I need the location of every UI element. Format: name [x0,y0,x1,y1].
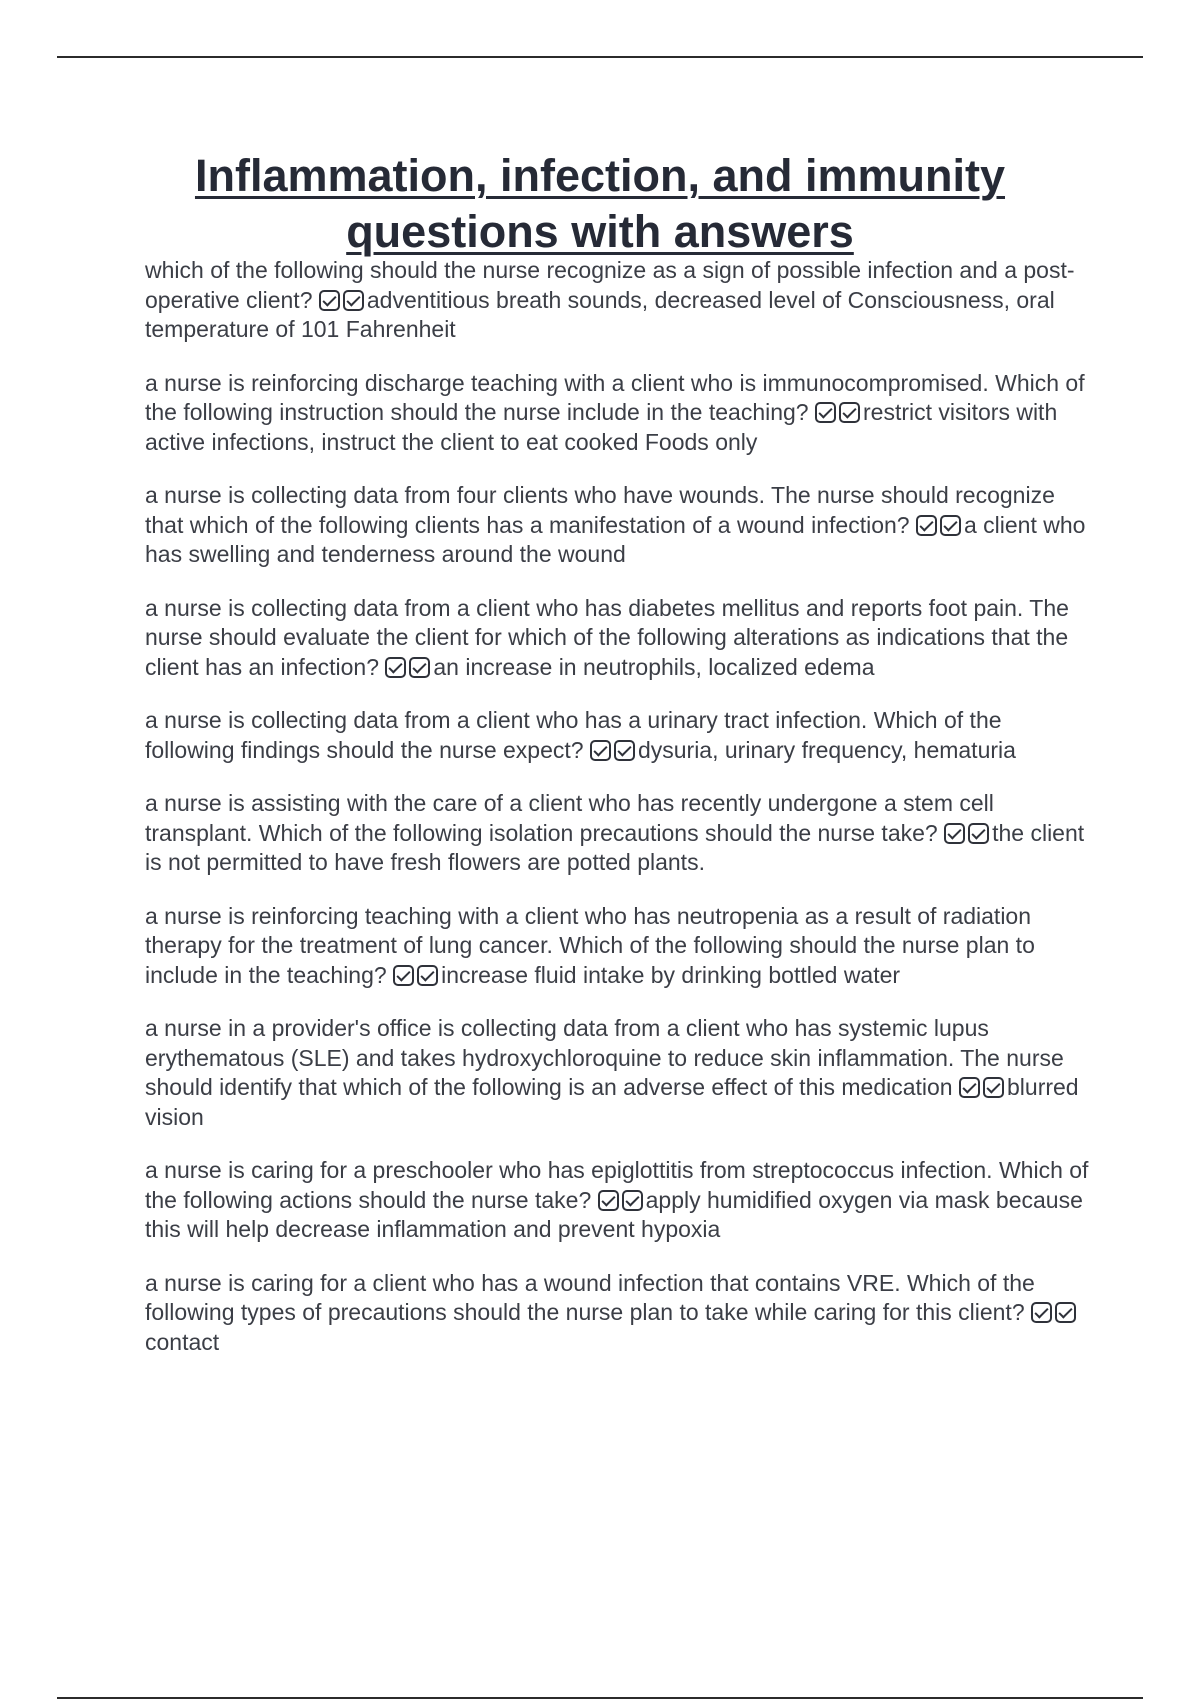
question-text: a nurse is caring for a preschooler who has epiglottitis from streptococcus infection. Which of the following actions should the nurse take? [145,1157,1089,1213]
qa-item [145,706,1095,765]
qa-item [145,902,1095,991]
document-title: Inflammation, infection, and immunity questions with answers [194,150,1006,257]
checkbox-checked-icon [944,823,965,844]
checkbox-checked-icon [916,515,937,536]
checkbox-checked-icon [393,965,414,986]
qa-item [145,594,1095,683]
qa-item [145,1014,1095,1132]
question-text: a nurse is collecting data from four clients who have wounds. The nurse should recognize that which of the following clients has a manifestation of a wound infection? [145,482,1055,538]
checkbox-checked-icon [598,1190,619,1211]
checkbox-checked-icon [1031,1302,1052,1323]
checkbox-checked-icon [614,740,635,761]
qa-item [145,1269,1095,1358]
checkbox-checked-icon [622,1190,643,1211]
question-text: a nurse is caring for a client who has a wound infection that contains VRE. Which of the following types of precautions should the nurse plan to take while caring for this client? [145,1269,1035,1325]
answer-text: blurred vision [145,1074,1079,1130]
qa-item [145,481,1095,570]
footer-rule [57,1697,1143,1699]
answer-text: apply humidified oxygen via mask because this will help decrease inflammation and prevent hypoxia [145,1186,1083,1242]
answer-text: a client who has swelling and tenderness around the wound [145,511,1086,567]
answer-text: contact [145,1328,220,1355]
checkbox-checked-icon [815,402,836,423]
checkbox-checked-icon [319,290,340,311]
qa-item [145,789,1095,878]
checkbox-checked-icon [983,1077,1004,1098]
question-text: a nurse is reinforcing discharge teaching with a client who is immunocompromised. Which of the following instruction should the nurse include in the teaching? [145,369,1085,425]
answer-text: the client is not permitted to have fresh flowers are potted plants. [145,819,1085,875]
question-text: a nurse in a provider's office is collecting data from a client who has systemic lupus erythematous (SLE) and takes hydroxychloroquine to reduce skin inflammation. The nurse should identify that which of the following is an adverse effect of this medication [145,1015,1064,1100]
qa-list [145,256,1095,1381]
question-text: which of the following should the nurse recognize as a sign of possible infection and a post-operative client? [145,257,1075,313]
checkbox-checked-icon [940,515,961,536]
question-text: a nurse is collecting data from a client who has a urinary tract infection. Which of the following findings should the nurse expect? [145,707,1002,763]
qa-item [145,256,1095,345]
question-text: a nurse is assisting with the care of a client who has recently undergone a stem cell transplant. Which of the following isolation precautions should the nurse take? [145,790,994,846]
checkbox-checked-icon [1055,1302,1076,1323]
checkbox-checked-icon [417,965,438,986]
qa-item [145,1156,1095,1245]
question-text: a nurse is collecting data from a client who has diabetes mellitus and reports foot pain. The nurse should evaluate the client for which of the following alterations as indications that the client has an infection? [145,594,1069,680]
checkbox-checked-icon [343,290,364,311]
answer-text: adventitious breath sounds, decreased level of Consciousness, oral temperature of 101 Fahrenheit [145,286,1055,342]
checkbox-checked-icon [590,740,611,761]
checkbox-checked-icon [959,1077,980,1098]
answer-text: dysuria, urinary frequency, hematuria [637,736,1016,763]
checkbox-checked-icon [409,657,430,678]
answer-text: restrict visitors with active infections, instruct the client to eat cooked Foods only [145,399,1058,455]
answer-text: increase fluid intake by drinking bottled water [441,961,901,988]
answer-text: an increase in neutrophils, localized edema [433,653,875,680]
header-rule [57,56,1143,58]
question-text: a nurse is reinforcing teaching with a client who has neutropenia as a result of radiation therapy for the treatment of lung cancer. Which of the following should the nurse plan to include in the teaching? [145,902,1035,988]
checkbox-checked-icon [968,823,989,844]
checkbox-checked-icon [385,657,406,678]
qa-item [145,369,1095,458]
checkbox-checked-icon [839,402,860,423]
